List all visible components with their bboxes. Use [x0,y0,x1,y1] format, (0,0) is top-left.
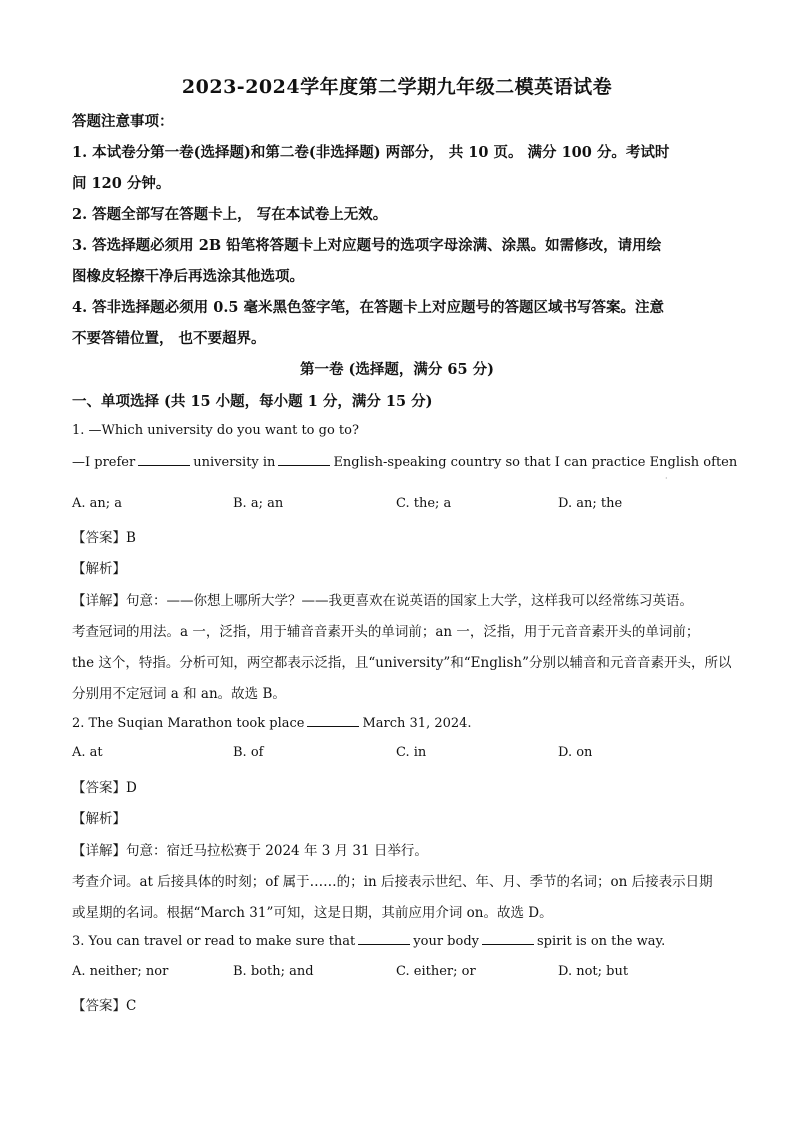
option-d: D. on [558,745,593,760]
option-c: C. in [396,745,427,760]
notice-line: 间 120 分钟。 [72,175,171,192]
option-a: A. an; a [72,496,123,511]
stem-text: English-speaking country so that I can practice English often [333,455,738,470]
stem-text: 2. The Suqian Marathon took place [72,716,305,731]
answer-blank [482,932,534,945]
analysis-label: 【解析】 [72,811,126,827]
answer-blank [138,453,190,466]
notice-line: 图橡皮轻擦干净后再选涂其他选项。 [72,268,304,285]
notice-line: 1. 本试卷分第一卷(选择题)和第二卷(非选择题) 两部分， 共 10 页。 满分 100 分。考试时 [72,144,670,161]
detail-line: 【详解】句意：宿迁马拉松赛于 2024 年 3 月 31 日举行。 [72,843,428,859]
option-a: A. at [72,745,103,760]
detail-line: 分别用不定冠词 a 和 an。故选 B。 [72,686,286,702]
answer-blank [358,932,410,945]
option-b: B. a; an [233,496,284,511]
detail-line: the 这个，特指。分析可知，两空都表示泛指，且“university”和“English”分别以辅音和元音音素开头，所以 [72,655,732,671]
answer-blank [278,453,330,466]
question-stem [72,932,665,949]
stem-text: spirit is on the way. [537,934,666,949]
option-d: D. an; the [558,496,623,511]
answer-line [72,994,136,1014]
question-stem: 1. —Which university do you want to go to? [72,423,359,438]
notice-line: 不要答错位置， 也不要超界。 [72,330,266,347]
answer-line [72,776,137,796]
question-stem [72,453,737,470]
answer-label: 【答案】 [72,530,126,546]
detail-line: 考查冠词的用法。a 一，泛指，用于辅音音素开头的单词前；an 一，泛指，用于元音音素开头的单词前； [72,624,700,640]
question-stem [72,714,472,731]
stem-text: —I prefer [72,455,136,470]
notice-heading: 答题注意事项： [72,113,174,130]
answer-value: D [126,780,137,796]
stem-text: March 31, 2024. [362,716,472,731]
detail-line: 或星期的名词。根据“March 31”可知，这是日期，其前应用介词 on。故选 D。 [72,905,553,921]
detail-line: 【详解】句意：——你想上哪所大学？——我更喜欢在说英语的国家上大学，这样我可以经常练习英语。 [72,593,693,609]
option-d: D. not; but [558,964,629,979]
stem-text: your body [413,934,479,949]
option-b: B. both; and [233,964,314,979]
option-c: C. either; or [396,964,476,979]
answer-label: 【答案】 [72,780,126,796]
option-a: A. neither; nor [72,964,169,979]
detail-line: 考查介词。at 后接具体的时刻；of 属于……的；in 后接表示世纪、年、月、季节的名词；on 后接表示日期 [72,874,713,890]
analysis-label: 【解析】 [72,561,126,577]
answer-line [72,526,136,546]
option-b: B. of [233,745,264,760]
answer-blank [307,714,359,727]
answer-value: C [126,998,137,1014]
notice-line: 2. 答题全部写在答题卡上， 写在本试卷上无效。 [72,206,388,223]
section-title: 一、单项选择 (共 15 小题，每小题 1 分，满分 15 分) [72,393,433,410]
notice-line: 3. 答选择题必须用 2B 铅笔将答题卡上对应题号的选项字母涂满、涂黑。如需修改，请用绘 [72,237,662,254]
part-title: 第一卷 (选择题，满分 65 分) [299,361,495,378]
answer-value: B [126,530,136,546]
page-title: 2023-2024学年度第二学期九年级二模英语试卷 [181,76,613,98]
option-c: C. the; a [396,496,452,511]
stray-mark: · [665,474,668,483]
notice-line: 4. 答非选择题必须用 0.5 毫米黑色签字笔，在答题卡上对应题号的答题区域书写答案。注意 [72,299,665,316]
answer-label: 【答案】 [72,998,126,1014]
stem-text: university in [193,455,276,470]
stem-text: 3. You can travel or read to make sure that [72,934,356,949]
